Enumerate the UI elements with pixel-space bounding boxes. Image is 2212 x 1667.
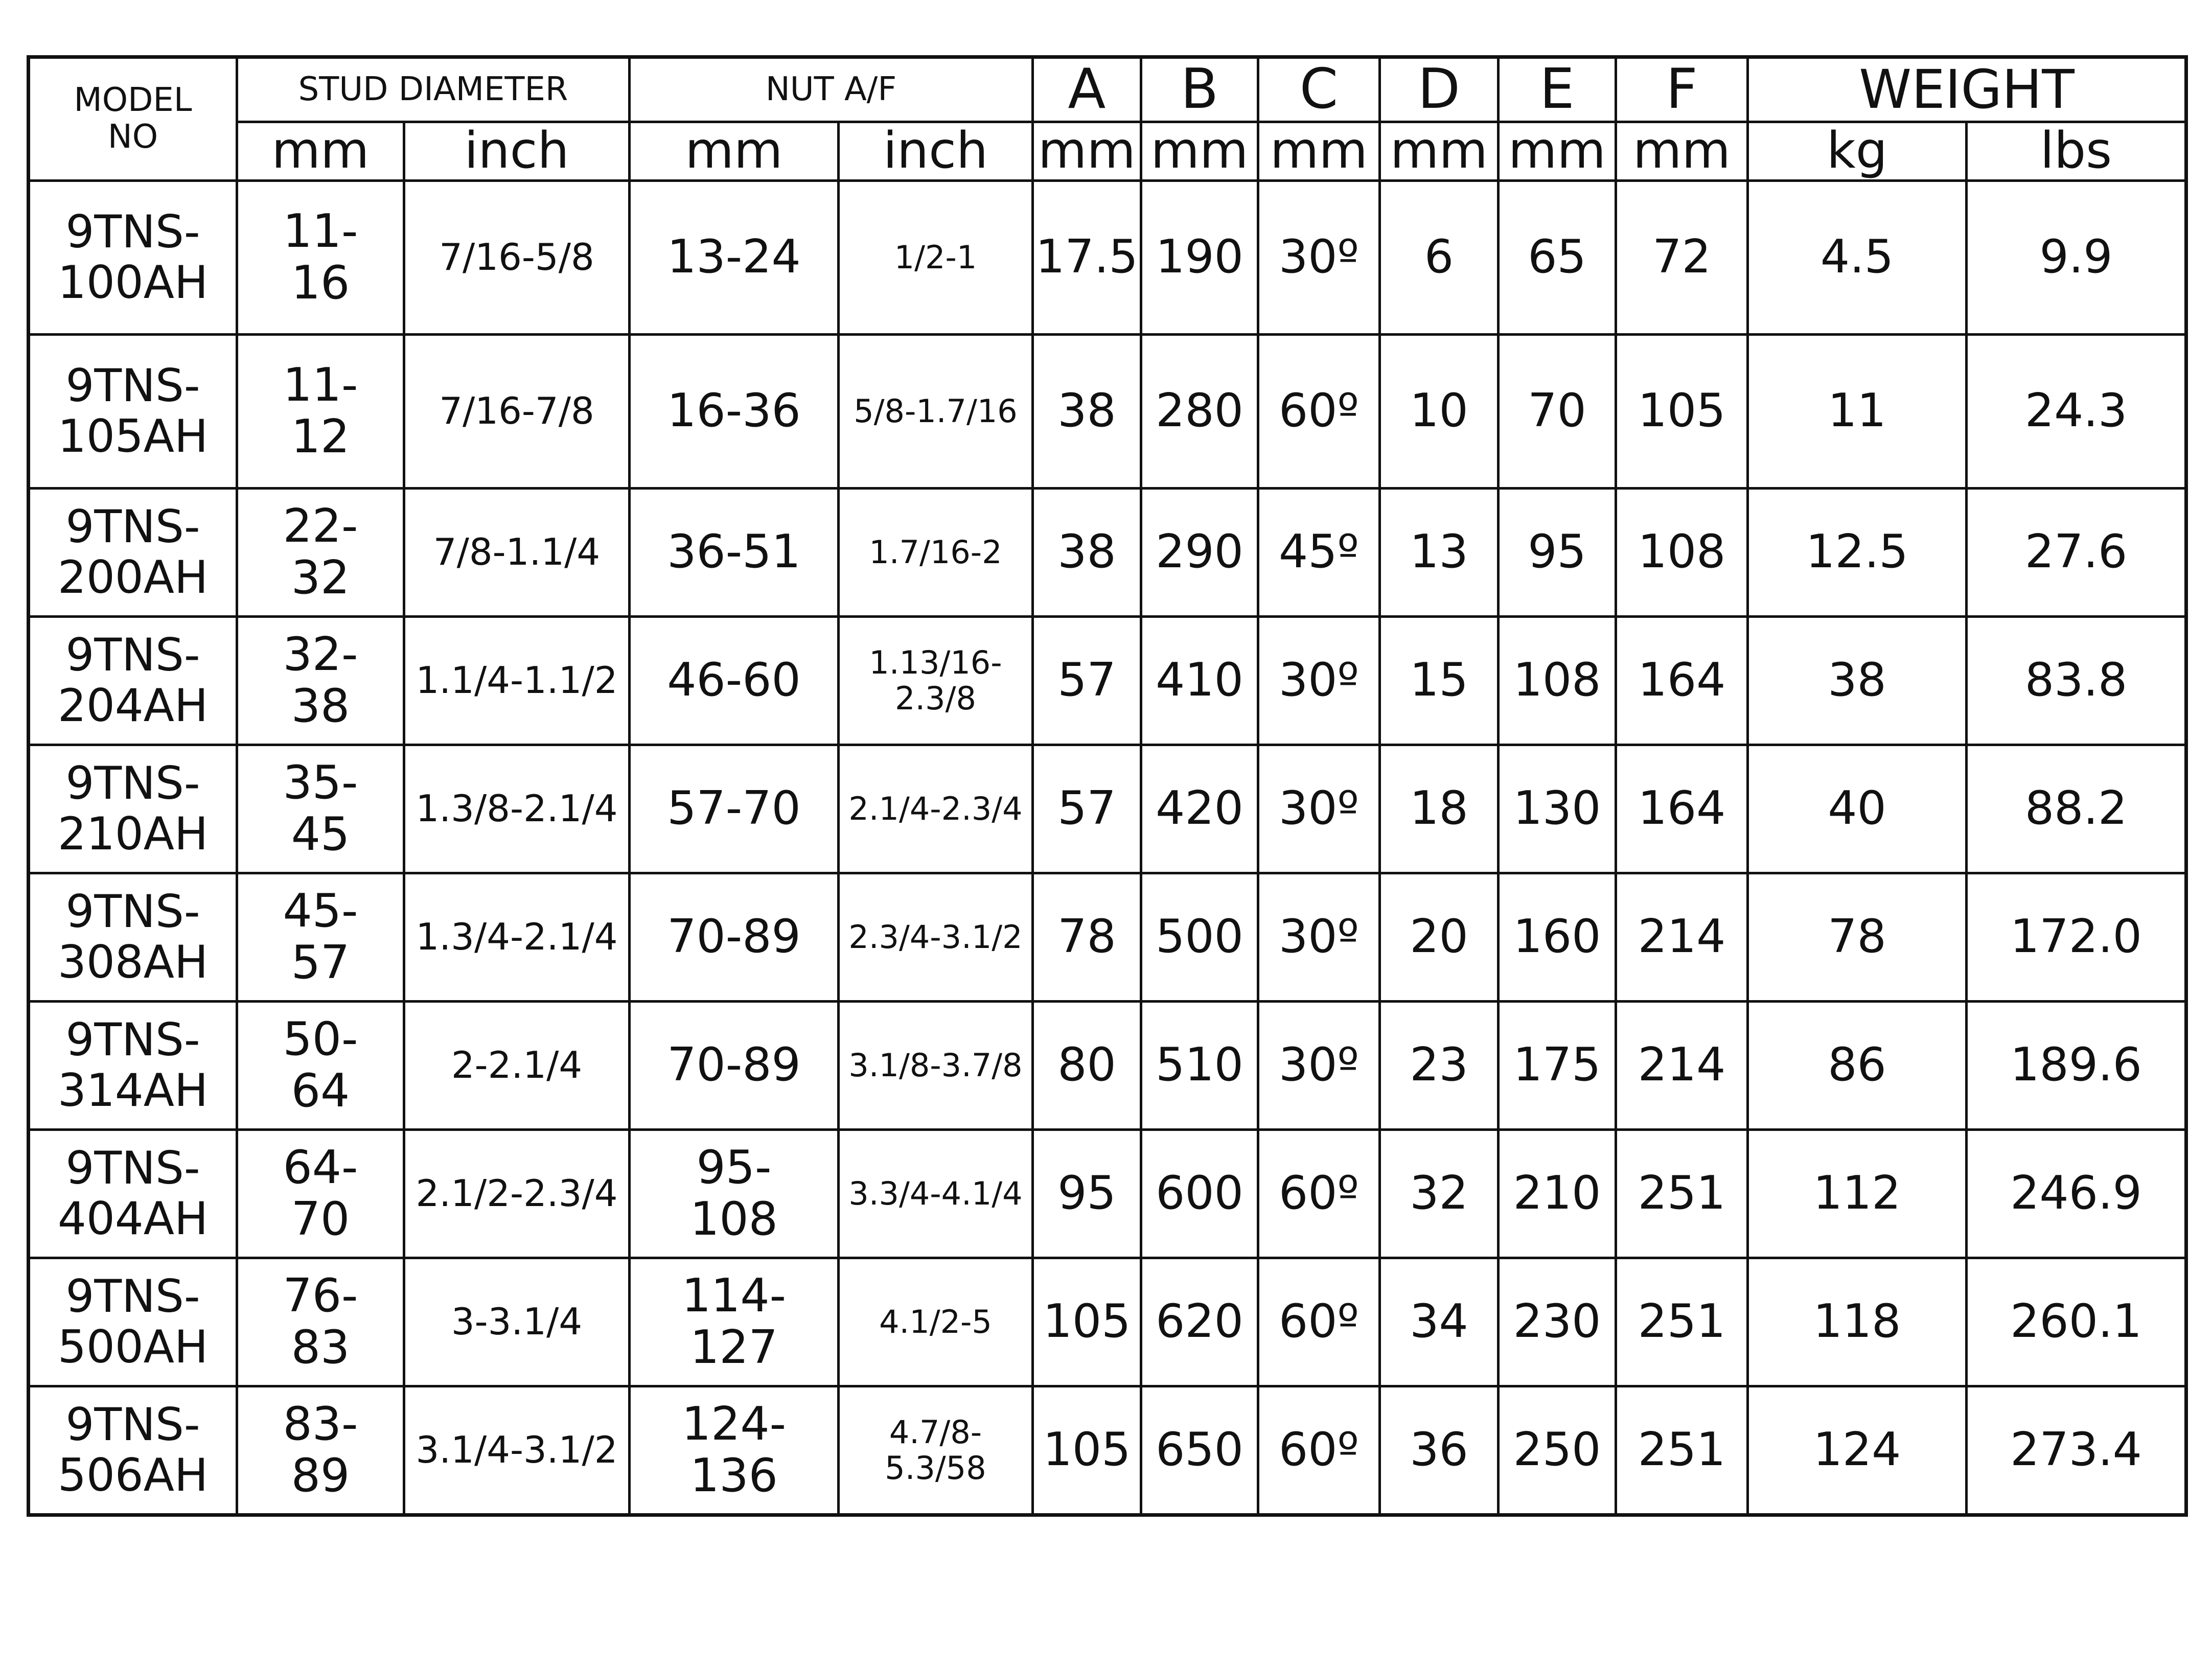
unit-f-mm: mm — [1616, 122, 1748, 180]
a-cell: 78 — [1033, 873, 1141, 1001]
stud-inch-cell: 1.1/4-1.1/2 — [404, 616, 630, 745]
unit-stud-mm: mm — [237, 122, 404, 180]
header-b: B — [1141, 57, 1258, 122]
kg-cell: 118 — [1748, 1258, 1967, 1386]
kg-cell: 78 — [1748, 873, 1967, 1001]
model-cell: 9TNS- 210AH — [29, 745, 237, 873]
e-cell: 230 — [1499, 1258, 1616, 1386]
e-cell: 108 — [1499, 616, 1616, 745]
table-header — [29, 57, 2186, 181]
a-cell: 105 — [1033, 1258, 1141, 1386]
c-cell: 30º — [1258, 1001, 1380, 1129]
stud-inch-cell: 2-2.1/4 — [404, 1001, 630, 1129]
f-cell: 105 — [1616, 334, 1748, 488]
nut-mm-cell: 36-51 — [630, 488, 839, 616]
b-cell: 600 — [1141, 1129, 1258, 1258]
unit-weight-lbs: lbs — [1967, 122, 2186, 180]
lbs-cell: 83.8 — [1967, 616, 2186, 745]
c-cell: 30º — [1258, 180, 1380, 334]
nut-inch-cell: 5/8-1.7/16 — [839, 334, 1033, 488]
model-cell: 9TNS- 314AH — [29, 1001, 237, 1129]
e-cell: 70 — [1499, 334, 1616, 488]
nut-inch-cell: 1.13/16- 2.3/8 — [839, 616, 1033, 745]
c-cell: 45º — [1258, 488, 1380, 616]
stud-mm-cell: 32- 38 — [237, 616, 404, 745]
table-row — [29, 334, 2186, 488]
b-cell: 620 — [1141, 1258, 1258, 1386]
unit-stud-inch: inch — [404, 122, 630, 180]
e-cell: 160 — [1499, 873, 1616, 1001]
stud-mm-cell: 50- 64 — [237, 1001, 404, 1129]
lbs-cell: 27.6 — [1967, 488, 2186, 616]
nut-mm-cell: 70-89 — [630, 1001, 839, 1129]
a-cell: 80 — [1033, 1001, 1141, 1129]
c-cell: 30º — [1258, 873, 1380, 1001]
b-cell: 650 — [1141, 1386, 1258, 1515]
nut-mm-cell: 114- 127 — [630, 1258, 839, 1386]
c-cell: 30º — [1258, 745, 1380, 873]
model-cell: 9TNS- 308AH — [29, 873, 237, 1001]
c-cell: 60º — [1258, 334, 1380, 488]
d-cell: 15 — [1380, 616, 1499, 745]
model-cell: 9TNS- 500AH — [29, 1258, 237, 1386]
nut-mm-cell: 46-60 — [630, 616, 839, 745]
lbs-cell: 260.1 — [1967, 1258, 2186, 1386]
unit-d-mm: mm — [1380, 122, 1499, 180]
f-cell: 164 — [1616, 616, 1748, 745]
b-cell: 190 — [1141, 180, 1258, 334]
c-cell: 60º — [1258, 1258, 1380, 1386]
e-cell: 65 — [1499, 180, 1616, 334]
f-cell: 214 — [1616, 873, 1748, 1001]
unit-c-mm: mm — [1258, 122, 1380, 180]
d-cell: 23 — [1380, 1001, 1499, 1129]
d-cell: 20 — [1380, 873, 1499, 1001]
kg-cell: 12.5 — [1748, 488, 1967, 616]
nut-mm-cell: 124- 136 — [630, 1386, 839, 1515]
model-cell: 9TNS- 200AH — [29, 488, 237, 616]
nut-mm-cell: 16-36 — [630, 334, 839, 488]
lbs-cell: 9.9 — [1967, 180, 2186, 334]
d-cell: 10 — [1380, 334, 1499, 488]
nut-inch-cell: 2.1/4-2.3/4 — [839, 745, 1033, 873]
header-row-units — [29, 122, 2186, 180]
stud-inch-cell: 3-3.1/4 — [404, 1258, 630, 1386]
stud-inch-cell: 3.1/4-3.1/2 — [404, 1386, 630, 1515]
table-row — [29, 745, 2186, 873]
nut-inch-cell: 1.7/16-2 — [839, 488, 1033, 616]
model-cell: 9TNS- 100AH — [29, 180, 237, 334]
table-row — [29, 1129, 2186, 1258]
table-row — [29, 1386, 2186, 1515]
d-cell: 6 — [1380, 180, 1499, 334]
header-model-no: MODEL NO — [29, 57, 237, 181]
f-cell: 164 — [1616, 745, 1748, 873]
kg-cell: 124 — [1748, 1386, 1967, 1515]
header-c: C — [1258, 57, 1380, 122]
model-cell: 9TNS- 404AH — [29, 1129, 237, 1258]
lbs-cell: 189.6 — [1967, 1001, 2186, 1129]
b-cell: 420 — [1141, 745, 1258, 873]
f-cell: 251 — [1616, 1386, 1748, 1515]
b-cell: 410 — [1141, 616, 1258, 745]
header-a: A — [1033, 57, 1141, 122]
a-cell: 57 — [1033, 616, 1141, 745]
kg-cell: 40 — [1748, 745, 1967, 873]
table-row — [29, 180, 2186, 334]
lbs-cell: 172.0 — [1967, 873, 2186, 1001]
lbs-cell: 24.3 — [1967, 334, 2186, 488]
b-cell: 500 — [1141, 873, 1258, 1001]
nut-inch-cell: 4.1/2-5 — [839, 1258, 1033, 1386]
kg-cell: 4.5 — [1748, 180, 1967, 334]
lbs-cell: 246.9 — [1967, 1129, 2186, 1258]
header-nut-af: NUT A/F — [630, 57, 1033, 122]
table-row — [29, 1258, 2186, 1386]
f-cell: 214 — [1616, 1001, 1748, 1129]
unit-nut-mm: mm — [630, 122, 839, 180]
c-cell: 60º — [1258, 1129, 1380, 1258]
stud-mm-cell: 64- 70 — [237, 1129, 404, 1258]
table-row — [29, 488, 2186, 616]
a-cell: 57 — [1033, 745, 1141, 873]
d-cell: 13 — [1380, 488, 1499, 616]
f-cell: 108 — [1616, 488, 1748, 616]
header-f: F — [1616, 57, 1748, 122]
nut-inch-cell: 3.1/8-3.7/8 — [839, 1001, 1033, 1129]
model-cell: 9TNS- 204AH — [29, 616, 237, 745]
header-stud-diameter: STUD DIAMETER — [237, 57, 630, 122]
unit-nut-inch: inch — [839, 122, 1033, 180]
header-e: E — [1499, 57, 1616, 122]
nut-mm-cell: 57-70 — [630, 745, 839, 873]
unit-b-mm: mm — [1141, 122, 1258, 180]
nut-mm-cell: 70-89 — [630, 873, 839, 1001]
a-cell: 38 — [1033, 334, 1141, 488]
unit-weight-kg: kg — [1748, 122, 1967, 180]
unit-a-mm: mm — [1033, 122, 1141, 180]
nut-inch-cell: 2.3/4-3.1/2 — [839, 873, 1033, 1001]
table-row — [29, 616, 2186, 745]
kg-cell: 86 — [1748, 1001, 1967, 1129]
nut-inch-cell: 4.7/8- 5.3/58 — [839, 1386, 1033, 1515]
header-d: D — [1380, 57, 1499, 122]
d-cell: 32 — [1380, 1129, 1499, 1258]
c-cell: 30º — [1258, 616, 1380, 745]
c-cell: 60º — [1258, 1386, 1380, 1515]
b-cell: 510 — [1141, 1001, 1258, 1129]
a-cell: 38 — [1033, 488, 1141, 616]
stud-mm-cell: 83- 89 — [237, 1386, 404, 1515]
model-cell: 9TNS- 506AH — [29, 1386, 237, 1515]
e-cell: 95 — [1499, 488, 1616, 616]
e-cell: 210 — [1499, 1129, 1616, 1258]
lbs-cell: 273.4 — [1967, 1386, 2186, 1515]
stud-inch-cell: 7/8-1.1/4 — [404, 488, 630, 616]
table-body — [29, 180, 2186, 1515]
f-cell: 251 — [1616, 1129, 1748, 1258]
unit-e-mm: mm — [1499, 122, 1616, 180]
nut-inch-cell: 3.3/4-4.1/4 — [839, 1129, 1033, 1258]
stud-mm-cell: 76- 83 — [237, 1258, 404, 1386]
stud-inch-cell: 1.3/4-2.1/4 — [404, 873, 630, 1001]
spec-table — [27, 55, 2188, 1517]
a-cell: 95 — [1033, 1129, 1141, 1258]
nut-inch-cell: 1/2-1 — [839, 180, 1033, 334]
stud-mm-cell: 22- 32 — [237, 488, 404, 616]
e-cell: 130 — [1499, 745, 1616, 873]
e-cell: 250 — [1499, 1386, 1616, 1515]
nut-mm-cell: 95- 108 — [630, 1129, 839, 1258]
f-cell: 251 — [1616, 1258, 1748, 1386]
lbs-cell: 88.2 — [1967, 745, 2186, 873]
nut-mm-cell: 13-24 — [630, 180, 839, 334]
e-cell: 175 — [1499, 1001, 1616, 1129]
stud-inch-cell: 2.1/2-2.3/4 — [404, 1129, 630, 1258]
table-row — [29, 1001, 2186, 1129]
stud-mm-cell: 35- 45 — [237, 745, 404, 873]
header-row-top — [29, 57, 2186, 122]
stud-mm-cell: 11- 16 — [237, 180, 404, 334]
b-cell: 290 — [1141, 488, 1258, 616]
kg-cell: 112 — [1748, 1129, 1967, 1258]
f-cell: 72 — [1616, 180, 1748, 334]
stud-inch-cell: 1.3/8-2.1/4 — [404, 745, 630, 873]
a-cell: 17.5 — [1033, 180, 1141, 334]
stud-inch-cell: 7/16-7/8 — [404, 334, 630, 488]
table-row — [29, 873, 2186, 1001]
stud-mm-cell: 45- 57 — [237, 873, 404, 1001]
d-cell: 36 — [1380, 1386, 1499, 1515]
kg-cell: 38 — [1748, 616, 1967, 745]
d-cell: 34 — [1380, 1258, 1499, 1386]
stud-inch-cell: 7/16-5/8 — [404, 180, 630, 334]
d-cell: 18 — [1380, 745, 1499, 873]
stud-mm-cell: 11- 12 — [237, 334, 404, 488]
kg-cell: 11 — [1748, 334, 1967, 488]
header-weight: WEIGHT — [1748, 57, 2186, 122]
model-cell: 9TNS- 105AH — [29, 334, 237, 488]
b-cell: 280 — [1141, 334, 1258, 488]
a-cell: 105 — [1033, 1386, 1141, 1515]
